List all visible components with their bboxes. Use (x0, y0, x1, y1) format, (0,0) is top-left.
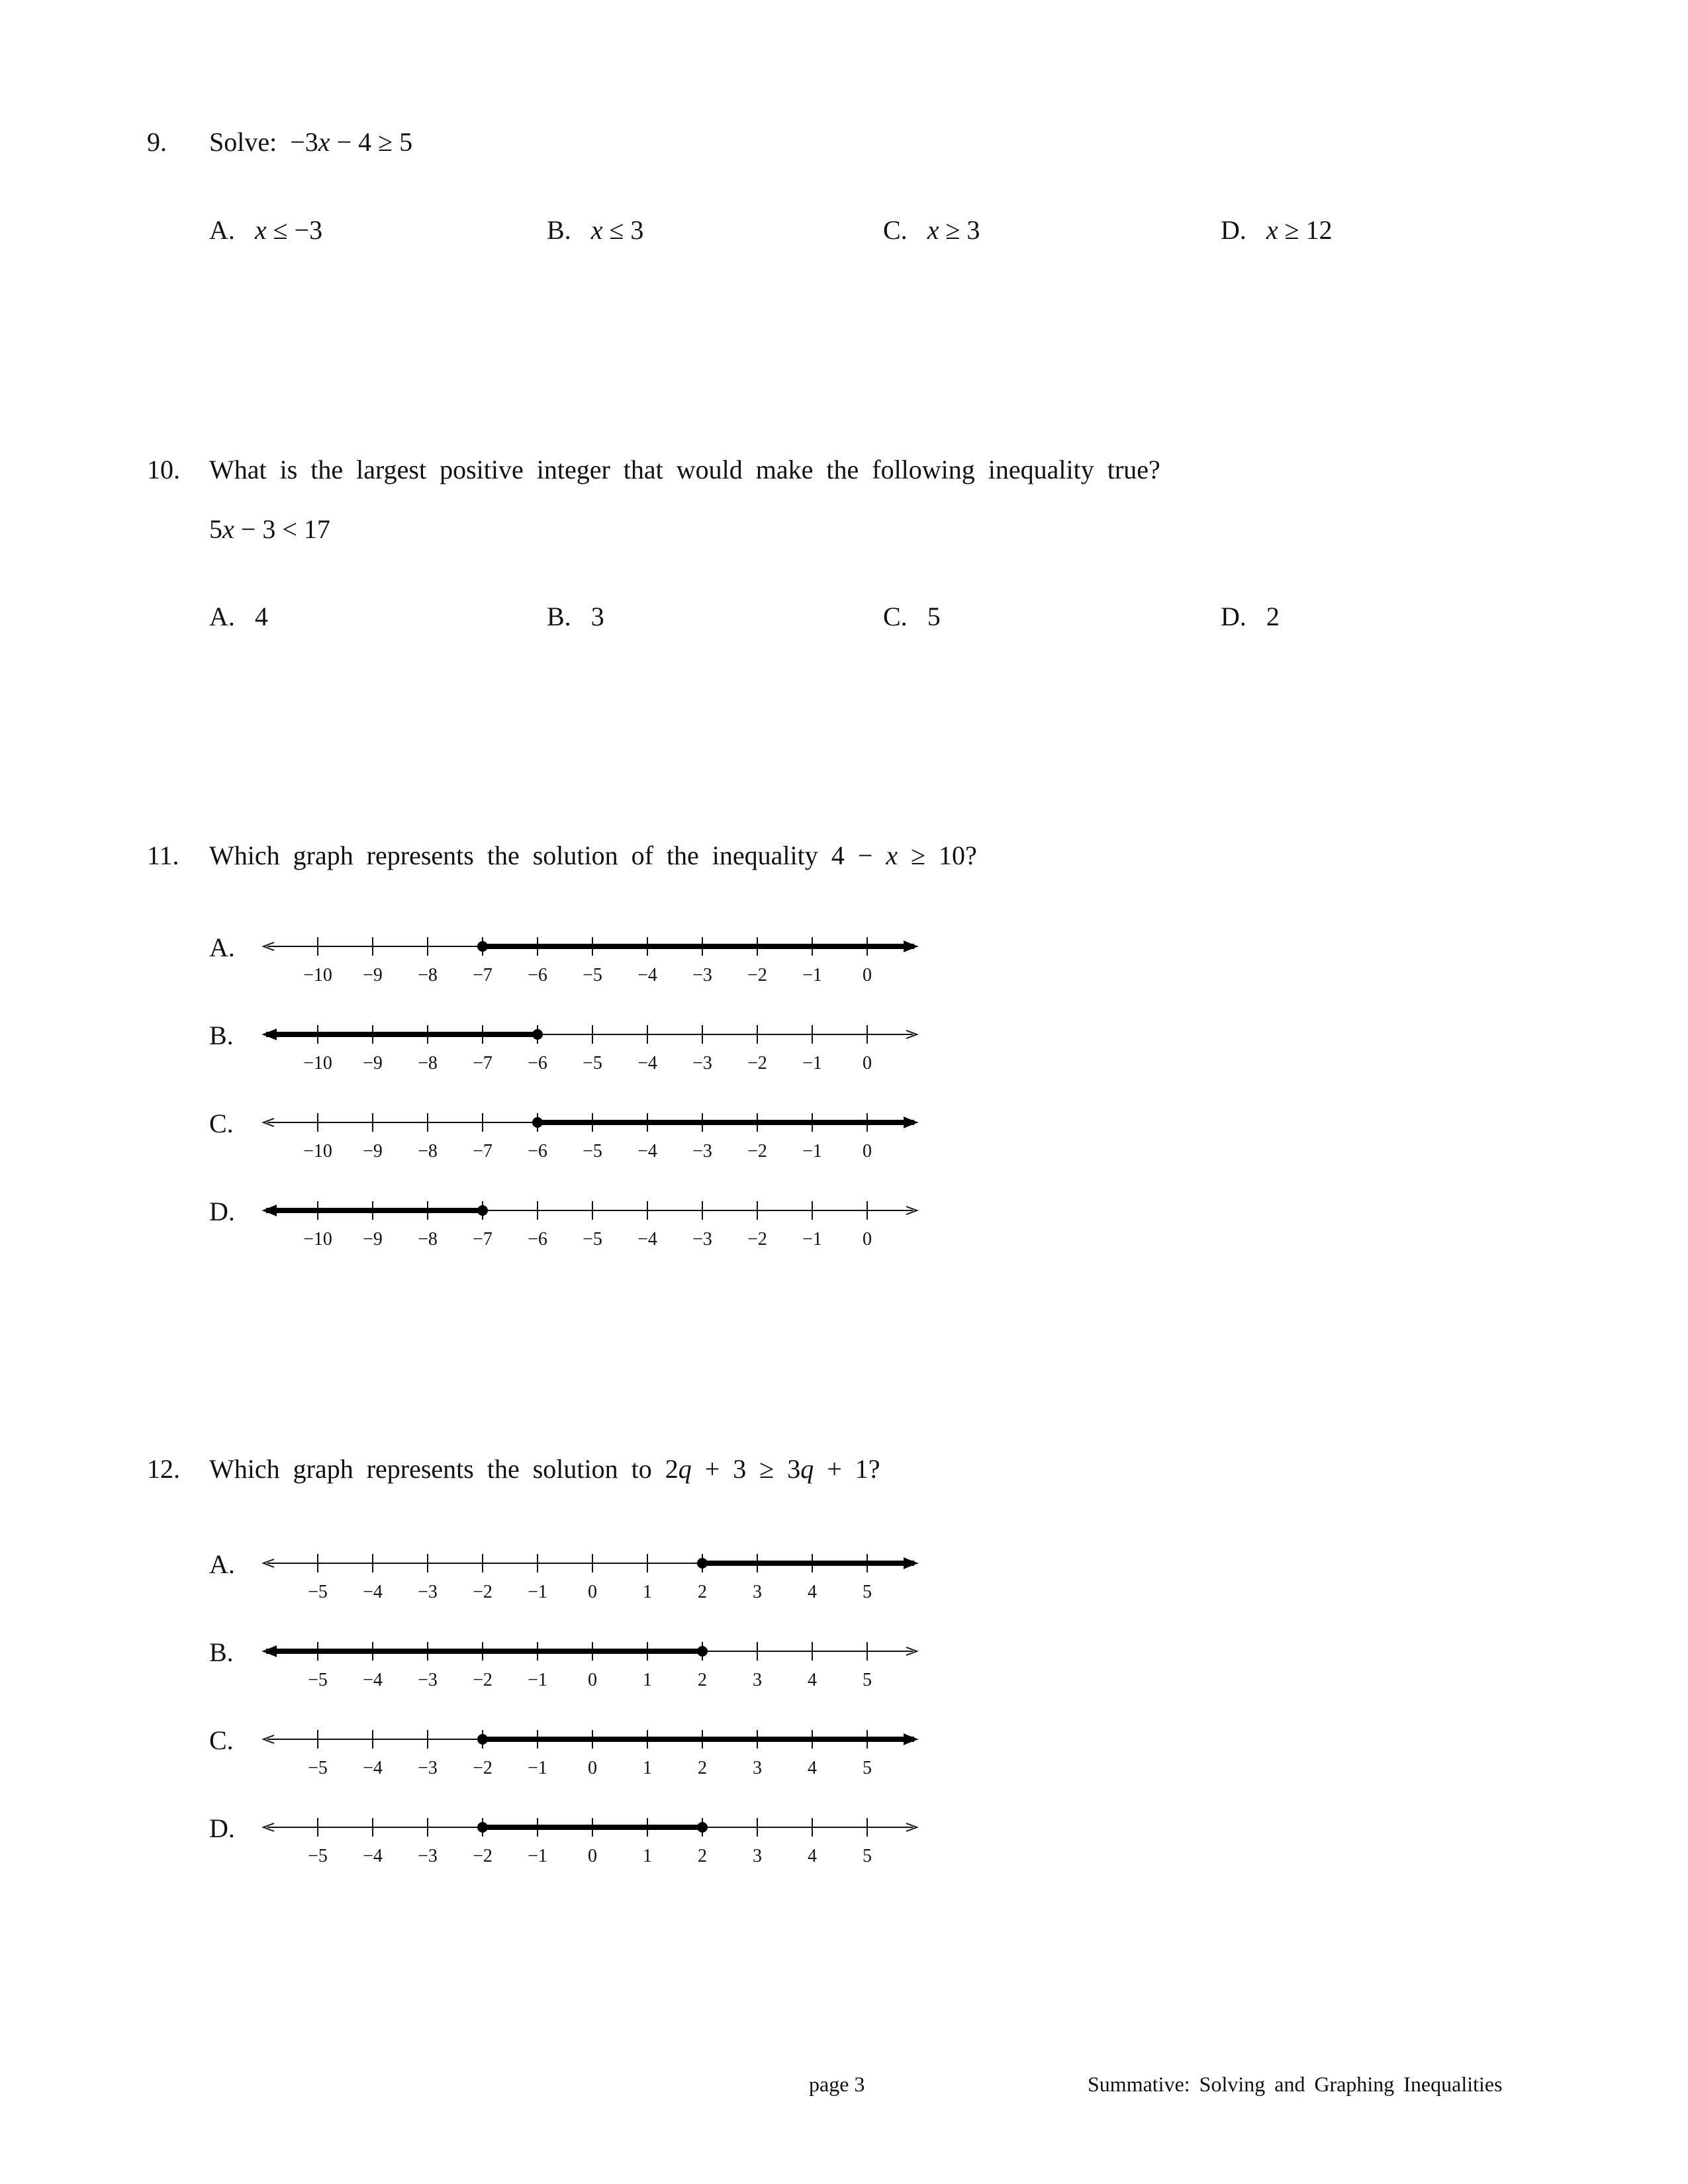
number-line-graph[interactable] (258, 1631, 933, 1704)
tick-label: −3 (692, 965, 712, 985)
number-line-graph[interactable] (258, 1719, 933, 1792)
number-line-graph[interactable] (258, 1103, 933, 1175)
graph-choice-letter[interactable]: D. (209, 1197, 235, 1226)
tick-label: −2 (747, 965, 767, 985)
tick-label: −10 (303, 1141, 332, 1161)
tick-label: −5 (583, 1229, 602, 1250)
answer-choice[interactable]: C. x ≥ 3 (883, 215, 980, 245)
tick-label: 1 (643, 1582, 652, 1602)
ray-arrow-icon (263, 1205, 277, 1216)
tick-label: −5 (308, 1758, 328, 1778)
tick-label: −5 (308, 1670, 328, 1690)
tick-label: −3 (692, 1053, 712, 1073)
number-line-graph[interactable] (258, 1807, 933, 1880)
tick-label: −1 (802, 1053, 822, 1073)
answer-choice[interactable]: B. x ≤ 3 (547, 215, 644, 245)
closed-endpoint (697, 1558, 708, 1569)
graph-choice-letter[interactable]: C. (209, 1109, 234, 1138)
tick-label: −1 (528, 1670, 547, 1690)
answer-choice[interactable]: B. 3 (547, 602, 604, 631)
tick-label: 0 (863, 1053, 872, 1073)
tick-label: −1 (528, 1582, 547, 1602)
tick-label: 5 (863, 1670, 872, 1690)
tick-label: −4 (637, 1229, 657, 1250)
tick-label: −3 (692, 1229, 712, 1250)
tick-label: −4 (637, 965, 657, 985)
tick-label: 2 (698, 1846, 707, 1866)
tick-label: 1 (643, 1758, 652, 1778)
answer-choice[interactable]: A. 4 (209, 602, 268, 631)
closed-endpoint (477, 1822, 488, 1833)
tick-label: 0 (863, 1229, 872, 1250)
graph-choice-letter[interactable]: B. (209, 1637, 234, 1667)
tick-label: 2 (698, 1582, 707, 1602)
answer-choice[interactable]: D. x ≥ 12 (1221, 215, 1333, 245)
graph-choice-letter[interactable]: C. (209, 1725, 234, 1755)
tick-label: −10 (303, 1229, 332, 1250)
tick-label: −5 (583, 1053, 602, 1073)
graph-choice-letter[interactable]: B. (209, 1021, 234, 1050)
graph-choice-letter[interactable]: D. (209, 1813, 235, 1843)
ray-arrow-icon (904, 1557, 917, 1569)
tick-label: −1 (528, 1846, 547, 1866)
graph-choice-letter[interactable]: A. (209, 1549, 235, 1579)
tick-label: −2 (473, 1670, 492, 1690)
tick-label: 0 (863, 965, 872, 985)
tick-label: −4 (363, 1582, 383, 1602)
ray-arrow-icon (904, 1116, 917, 1128)
tick-label: 0 (863, 1141, 872, 1161)
tick-label: 3 (753, 1846, 762, 1866)
tick-label: −8 (418, 1141, 438, 1161)
tick-label: −3 (418, 1670, 438, 1690)
tick-label: −9 (363, 1229, 383, 1250)
tick-label: −9 (363, 1141, 383, 1161)
closed-endpoint (697, 1646, 708, 1657)
number-line-graph[interactable] (258, 1015, 933, 1087)
tick-label: −9 (363, 965, 383, 985)
closed-endpoint (532, 1029, 543, 1040)
tick-label: 5 (863, 1582, 872, 1602)
tick-label: −4 (363, 1758, 383, 1778)
tick-label: −5 (308, 1846, 328, 1866)
tick-label: −4 (363, 1670, 383, 1690)
tick-label: −1 (802, 1229, 822, 1250)
tick-label: −5 (308, 1582, 328, 1602)
tick-label: −3 (418, 1846, 438, 1866)
question-number: 12. (147, 1454, 180, 1484)
closed-endpoint (532, 1117, 543, 1128)
tick-label: −2 (747, 1053, 767, 1073)
ray-arrow-icon (263, 1028, 277, 1040)
tick-label: 3 (753, 1758, 762, 1778)
tick-label: −7 (473, 1053, 492, 1073)
tick-label: −5 (583, 1141, 602, 1161)
tick-label: −2 (747, 1141, 767, 1161)
tick-label: −5 (583, 965, 602, 985)
tick-label: −7 (473, 1141, 492, 1161)
tick-label: −8 (418, 1053, 438, 1073)
answer-choice[interactable]: D. 2 (1221, 602, 1280, 631)
tick-label: −2 (747, 1229, 767, 1250)
tick-label: 4 (808, 1582, 817, 1602)
tick-label: −7 (473, 965, 492, 985)
ray-arrow-icon (904, 1733, 917, 1745)
tick-label: 0 (588, 1582, 597, 1602)
ray-arrow-icon (904, 940, 917, 952)
tick-label: 1 (643, 1670, 652, 1690)
tick-label: −6 (528, 1053, 547, 1073)
tick-label: 3 (753, 1582, 762, 1602)
closed-endpoint (477, 941, 488, 952)
question-number: 10. (147, 455, 180, 484)
tick-label: 4 (808, 1758, 817, 1778)
tick-label: −4 (637, 1141, 657, 1161)
tick-label: −10 (303, 1053, 332, 1073)
tick-label: 2 (698, 1758, 707, 1778)
number-line-graph[interactable] (258, 927, 933, 999)
tick-label: 0 (588, 1670, 597, 1690)
tick-label: 5 (863, 1846, 872, 1866)
document-title: Summative: Solving and Graphing Inequalities (1088, 2072, 1503, 2096)
question-number: 9. (147, 127, 167, 157)
question-stem: Solve: −3x − 4 ≥ 5 (209, 127, 413, 157)
question-number: 11. (147, 841, 179, 870)
tick-label: −8 (418, 1229, 438, 1250)
tick-label: −9 (363, 1053, 383, 1073)
question-stem: What is the largest positive integer that would make the following inequality true? (209, 455, 1160, 484)
number-line-graph[interactable] (258, 1543, 933, 1616)
tick-label: 5 (863, 1758, 872, 1778)
tick-label: 2 (698, 1670, 707, 1690)
tick-label: 3 (753, 1670, 762, 1690)
question-stem: Which graph represents the solution to 2q + 3 ≥ 3q + 1? (209, 1454, 880, 1484)
closed-endpoint (477, 1205, 488, 1216)
tick-label: −1 (528, 1758, 547, 1778)
answer-choice[interactable]: A. x ≤ −3 (209, 215, 323, 245)
tick-label: 4 (808, 1670, 817, 1690)
tick-label: −3 (418, 1582, 438, 1602)
tick-label: 1 (643, 1846, 652, 1866)
number-line-graph[interactable] (258, 1191, 933, 1263)
tick-label: 0 (588, 1846, 597, 1866)
graph-choice-letter[interactable]: A. (209, 933, 235, 962)
inequality: 5x − 3 < 17 (209, 514, 330, 544)
tick-label: 4 (808, 1846, 817, 1866)
tick-label: −3 (418, 1758, 438, 1778)
tick-label: −2 (473, 1758, 492, 1778)
answer-choice[interactable]: C. 5 (883, 602, 941, 631)
tick-label: 0 (588, 1758, 597, 1778)
tick-label: −3 (692, 1141, 712, 1161)
tick-label: −6 (528, 1229, 547, 1250)
ray-arrow-icon (263, 1645, 277, 1657)
closed-endpoint (477, 1734, 488, 1745)
tick-label: −6 (528, 1141, 547, 1161)
tick-label: −8 (418, 965, 438, 985)
tick-label: −4 (637, 1053, 657, 1073)
question-stem: Which graph represents the solution of the inequality 4 − x ≥ 10? (209, 841, 977, 870)
tick-label: −1 (802, 1141, 822, 1161)
tick-label: −2 (473, 1846, 492, 1866)
closed-endpoint (697, 1822, 708, 1833)
tick-label: −2 (473, 1582, 492, 1602)
tick-label: −6 (528, 965, 547, 985)
page-number: page 3 (809, 2072, 865, 2096)
tick-label: −4 (363, 1846, 383, 1866)
tick-label: −1 (802, 965, 822, 985)
tick-label: −7 (473, 1229, 492, 1250)
tick-label: −10 (303, 965, 332, 985)
